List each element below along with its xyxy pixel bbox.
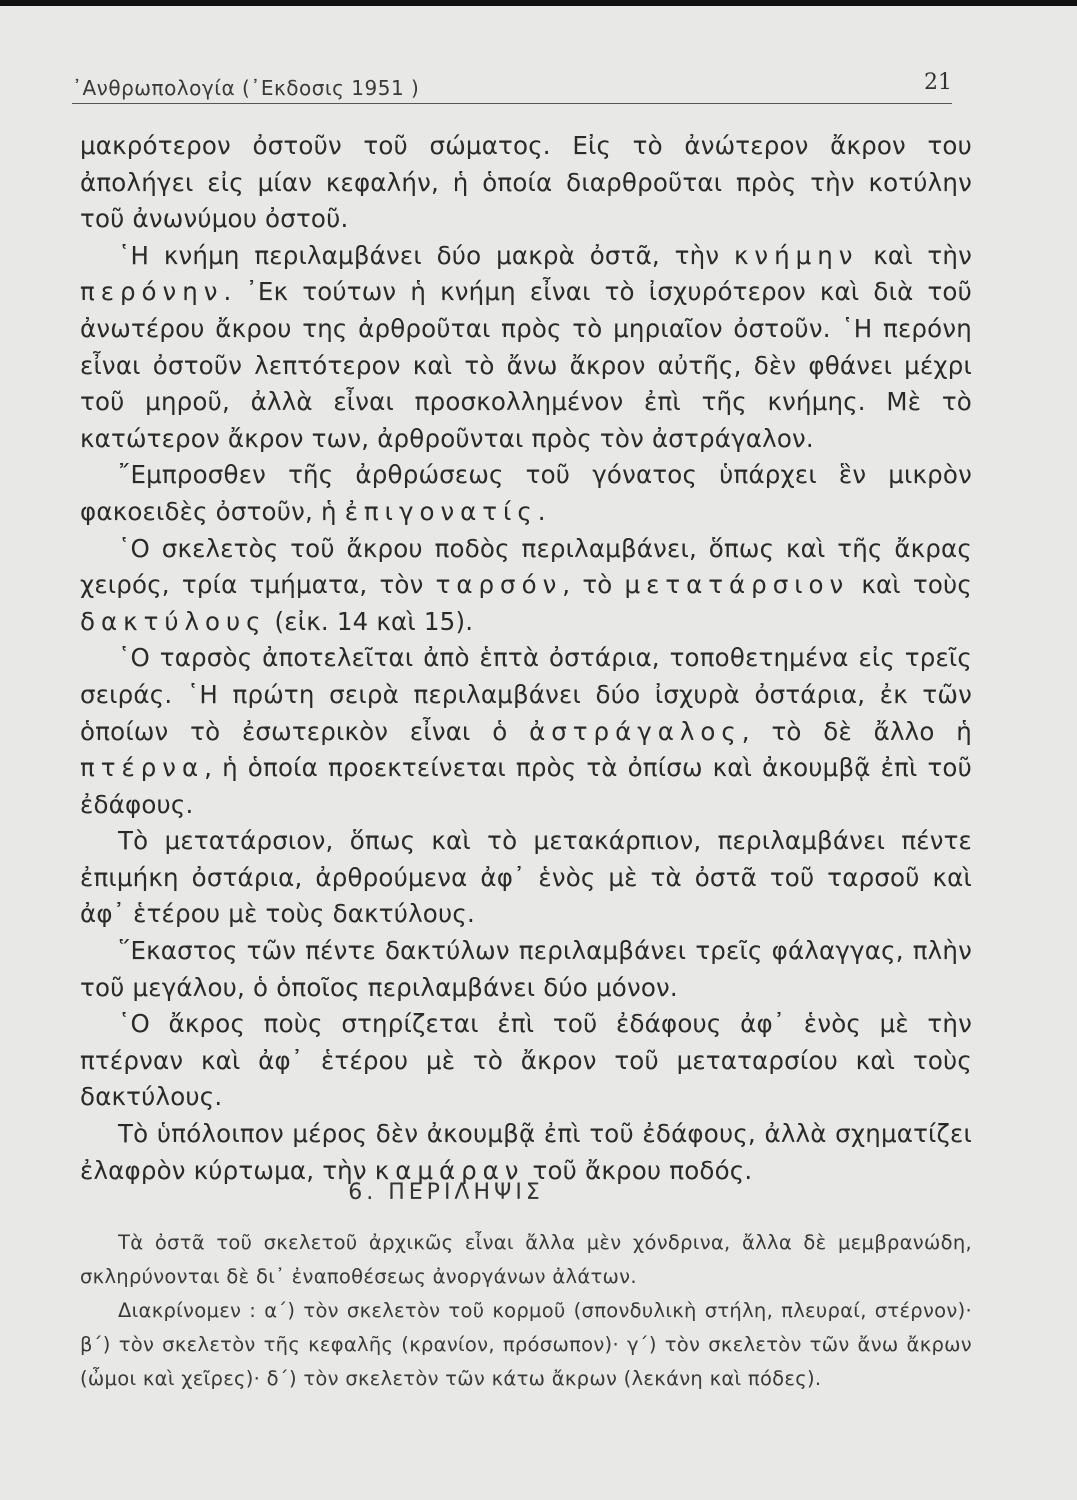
spaced-term: ἀστράγαλος (529, 716, 742, 746)
paragraph: Τὰ ὀστᾶ τοῦ σκελετοῦ ἀρχικῶς εἶναι ἄλλα μὲν χόνδρινα, ἄλλα δὲ μεμβρανώδη, σκληρύνονται δὲ δι᾽ ἐναποθέσεως ἀνοργάνων ἀλάτων. (80, 1231, 972, 1288)
body-text (80, 128, 972, 1189)
paragraph (80, 531, 972, 641)
paragraph: ῾Ο ἄκρος ποὺς στηρίζεται ἐπὶ τοῦ ἐδάφους ἀφ᾽ ἑνὸς μὲ τὴν πτέρναν καὶ ἀφ᾽ ἑτέρου μὲ τὸ ἄκρον τοῦ μεταταρσίου καὶ τοὺς δακτύλους. (80, 1009, 972, 1112)
paragraph: ῞Εκαστος τῶν πέντε δακτύλων περιλαμβάνει τρεῖς φάλαγγας, πλὴν τοῦ μεγάλου, ὁ ὁποῖος περιλαμβάνει δύο μόνον. (80, 936, 972, 1002)
text-run: . ᾽Εκ τούτων ἡ κνήμη εἶναι τὸ ἰσχυρότερον καὶ διὰ τοῦ ἀνωτέρου ἄκρου της ἀρθροῦται πρὸς τὸ μηριαῖον ὀστοῦν. ῾Η περόνη εἶναι ὀστοῦν λεπτότερον καὶ τὸ ἄνω ἄκρον αὐτῆς, δὲν φθάνει μέχρι τοῦ μηροῦ, ἀλλὰ εἶναι προσκολλημένον ἐπὶ τῆς κνήμης. Μὲ τὸ κατώτερον ἄκρον των, ἀρθροῦνται πρὸς τὸν ἀστράγαλον. (80, 277, 972, 453)
paragraph (80, 457, 972, 530)
text-run: τοῦ ἄκρου ποδός. (524, 1155, 753, 1185)
spaced-term: πτέρνα (80, 753, 205, 783)
text-run: ῾Ο ταρσὸς ἀποτελεῖται ἀπὸ ἑπτὰ ὀστάρια, τοποθετημένα εἰς τρεῖς σειράς. ῾Η πρώτη σειρὰ περιλαμβάνει δύο ἰσχυρὰ ὀστάρια, ἐκ τῶν ὁποίων τὸ ἐσωτερικὸν εἶναι ὁ (80, 643, 972, 746)
text-run: . (537, 496, 546, 526)
running-head (72, 70, 952, 104)
text-run: ῎Εμπροσθεν τῆς ἀρθρώσεως τοῦ γόνατος ὑπάρχει ἓν μικρὸν φακοειδὲς ὀστοῦν, ἡ (80, 460, 972, 526)
spaced-term: δακτύλους (80, 606, 267, 636)
spaced-term: ἐπιγονατίς (344, 496, 538, 526)
paragraph (80, 238, 972, 458)
spaced-term: ταρσόν (435, 570, 563, 600)
paragraph (80, 1116, 972, 1189)
spaced-term: περόνην (80, 277, 224, 307)
text-run: (εἰκ. 14 καὶ 15). (266, 606, 474, 636)
page-number: 21 (924, 70, 952, 95)
paragraph: μακρότερον ὀστοῦν τοῦ σώματος. Εἰς τὸ ἀνώτερον ἄκρον του ἀπολήγει εἰς μίαν κεφαλήν, ἡ ὁποία διαρθροῦται πρὸς τὴν κοτύλην τοῦ ἀνωνύμου ὀστοῦ. (80, 131, 972, 234)
text-run: ῾Η κνήμη περιλαμβάνει δύο μακρὰ ὀστᾶ, τὴν (118, 240, 734, 270)
text-run: καὶ τὴν (858, 240, 972, 270)
paragraph (80, 640, 972, 823)
running-title: ᾽Ανθρωπολογία (᾽Εκδοσις 1951 ) (72, 76, 420, 100)
text-run: , τὸ δὲ ἄλλο ἡ (741, 716, 972, 746)
paragraph: Τὸ μετατάρσιον, ὅπως καὶ τὸ μετακάρπιον, περιλαμβάνει πέντε ἐπιμήκη ὀστάρια, ἀρθρούμενα ἀφ᾽ ἑνὸς μὲ τὰ ὀστᾶ τοῦ ταρσοῦ καὶ ἀφ᾽ ἑτέρου μὲ τοὺς δακτύλους. (80, 826, 972, 929)
spaced-term: μετατάρσιον (624, 570, 850, 600)
text-run: ῾Ο σκελετὸς τοῦ ἄκρου ποδὸς περιλαμβάνει, ὅπως καὶ τῆς ἄκρας χειρός, τρία τμήματα, τὸν (80, 533, 972, 600)
text-run: Τὸ ὑπόλοιπον μέρος δὲν ἀκουμβᾷ ἐπὶ τοῦ ἐδάφους, ἀλλὰ σχηματίζει ἐλαφρὸν κύρτωμα, τὴν (80, 1119, 972, 1185)
paragraph: Διακρίνομεν : α΄) τὸν σκελετὸν τοῦ κορμοῦ (σπονδυλικὴ στήλη, πλευραί, στέρνον)· β΄) τὸν σκελετὸν τῆς κεφαλῆς (κρανίον, πρόσωπον)· γ΄) τὸν σκελετὸν τῶν ἄνω ἄκρων (ὦμοι καὶ χεῖρες)· δ΄) τὸν σκελετὸν τῶν κάτω ἄκρων (λεκάνη καὶ πόδες). (80, 1299, 972, 1390)
summary-text (80, 1226, 972, 1396)
section-heading: 6. ΠΕΡΙΛΗΨΙΣ (348, 1180, 544, 1205)
text-run: , ἡ ὁποία προεκτείνεται πρὸς τὰ ὀπίσω καὶ ἀκουμβᾷ ἐπὶ τοῦ ἐδάφους. (80, 753, 972, 819)
header-rule (72, 103, 952, 104)
spaced-term: κνήμην (733, 240, 859, 270)
spaced-term: καμάραν (374, 1155, 525, 1185)
text-run: , τὸ (562, 570, 625, 600)
text-run: καὶ τοὺς (849, 570, 972, 600)
